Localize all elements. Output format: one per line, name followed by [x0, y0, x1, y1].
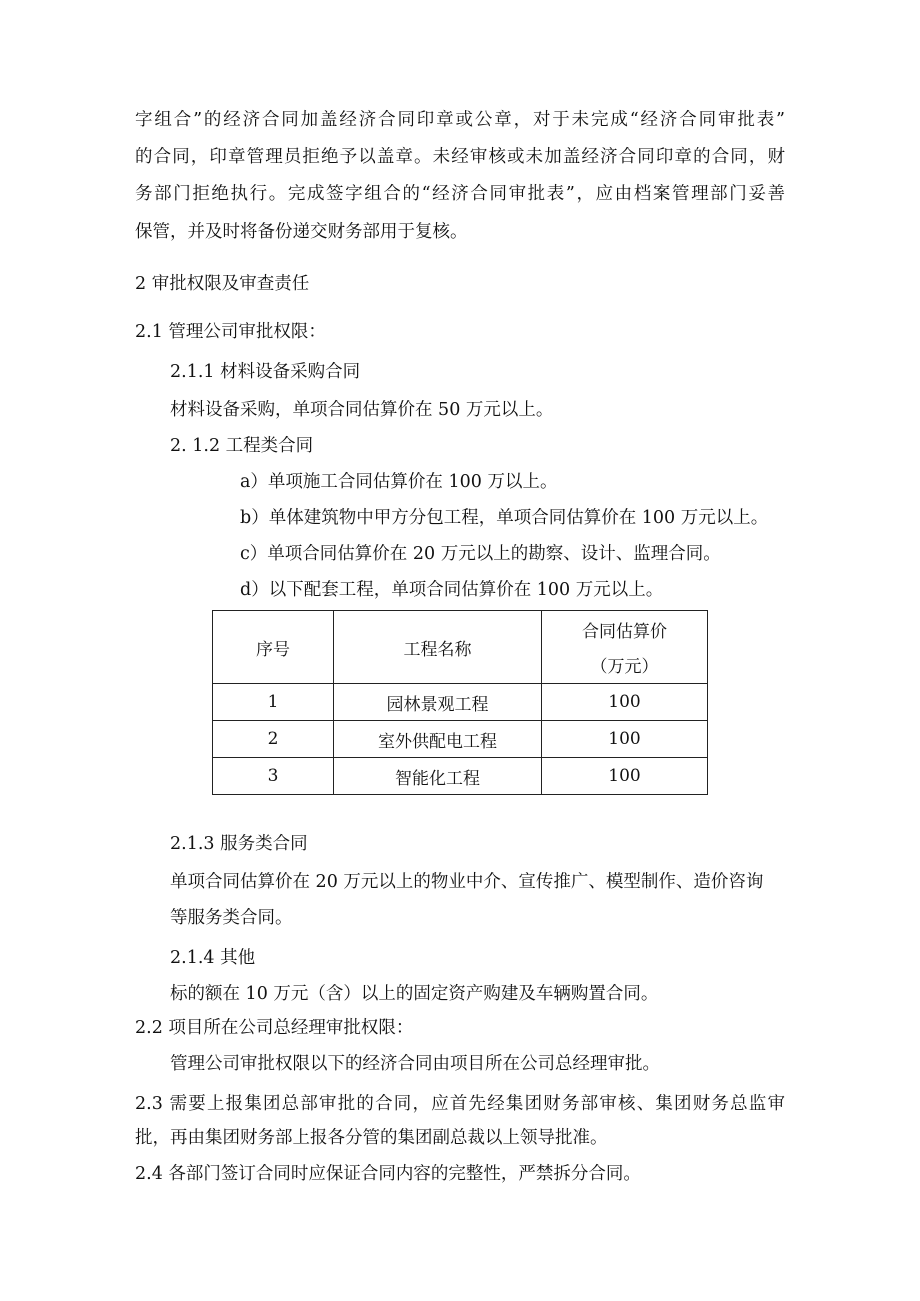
supporting-works-table — [212, 610, 708, 795]
section-2-1-3-heading: 2.1.3 服务类合同 — [170, 834, 308, 854]
section-2-1-4-body: 标的额在 10 万元（含）以上的固定资产购建及车辆购置合同。 — [170, 984, 659, 1004]
header-price — [542, 611, 708, 684]
section-2-2-heading: 2.2 项目所在公司总经理审批权限： — [135, 1018, 414, 1038]
header-price-label: 合同估算价 — [582, 622, 667, 642]
intro-line-1: 字组合”的经济合同加盖经济合同印章或公章，对于未完成“经济合同审批表” — [135, 110, 785, 130]
table-header-row — [213, 611, 708, 684]
cell-price: 100 — [542, 684, 708, 721]
intro-line-2: 的合同，印章管理员拒绝予以盖章。未经审核或未加盖经济合同印章的合同，财 — [135, 147, 785, 167]
section-2-4-text: 2.4 各部门签订合同时应保证合同内容的完整性，严禁拆分合同。 — [135, 1164, 641, 1184]
section-2-title: 2 审批权限及审查责任 — [135, 274, 310, 294]
cell-no: 1 — [213, 684, 334, 721]
section-2-2-body: 管理公司审批权限以下的经济合同由项目所在公司总经理审批。 — [170, 1054, 660, 1074]
cell-name: 室外供配电工程 — [334, 721, 542, 758]
list-item-d: d）以下配套工程，单项合同估算价在 100 万元以上。 — [240, 580, 664, 600]
list-item-c: c）单项合同估算价在 20 万元以上的勘察、设计、监理合同。 — [240, 544, 721, 564]
header-name: 工程名称 — [334, 611, 542, 684]
list-item-b: b）单体建筑物中甲方分包工程，单项合同估算价在 100 万元以上。 — [240, 508, 769, 528]
intro-line-4: 保管，并及时将备份递交财务部用于复核。 — [135, 222, 468, 242]
section-2-3-line-2: 批，再由集团财务部上报各分管的集团副总裁以上领导批准。 — [135, 1128, 608, 1148]
cell-price: 100 — [542, 758, 708, 795]
table-row — [213, 758, 708, 795]
cell-no: 2 — [213, 721, 334, 758]
table-row — [213, 684, 708, 721]
section-2-1-2-heading: 2. 1.2 工程类合同 — [170, 436, 314, 456]
section-2-1-4-heading: 2.1.4 其他 — [170, 948, 256, 968]
intro-line-3: 务部门拒绝执行。完成签字组合的“经济合同审批表”，应由档案管理部门妥善 — [135, 184, 785, 204]
cell-name: 智能化工程 — [334, 758, 542, 795]
header-price-unit: （万元） — [590, 657, 659, 677]
section-2-3-line-1: 2.3 需要上报集团总部审批的合同，应首先经集团财务部审核、集团财务总监审 — [135, 1094, 785, 1114]
section-2-1-heading: 2.1 管理公司审批权限： — [135, 322, 326, 342]
cell-name: 园林景观工程 — [334, 684, 542, 721]
table-row — [213, 721, 708, 758]
section-2-1-3-body-line-2: 等服务类合同。 — [170, 908, 293, 928]
section-2-1-1-body: 材料设备采购，单项合同估算价在 50 万元以上。 — [170, 400, 554, 420]
cell-price: 100 — [542, 721, 708, 758]
cell-no: 3 — [213, 758, 334, 795]
section-2-1-1-heading: 2.1.1 材料设备采购合同 — [170, 362, 361, 382]
header-no: 序号 — [213, 611, 334, 684]
section-2-1-3-body-line-1: 单项合同估算价在 20 万元以上的物业中介、宣传推广、模型制作、造价咨询 — [170, 872, 764, 892]
list-item-a: a）单项施工合同估算价在 100 万以上。 — [240, 472, 558, 492]
